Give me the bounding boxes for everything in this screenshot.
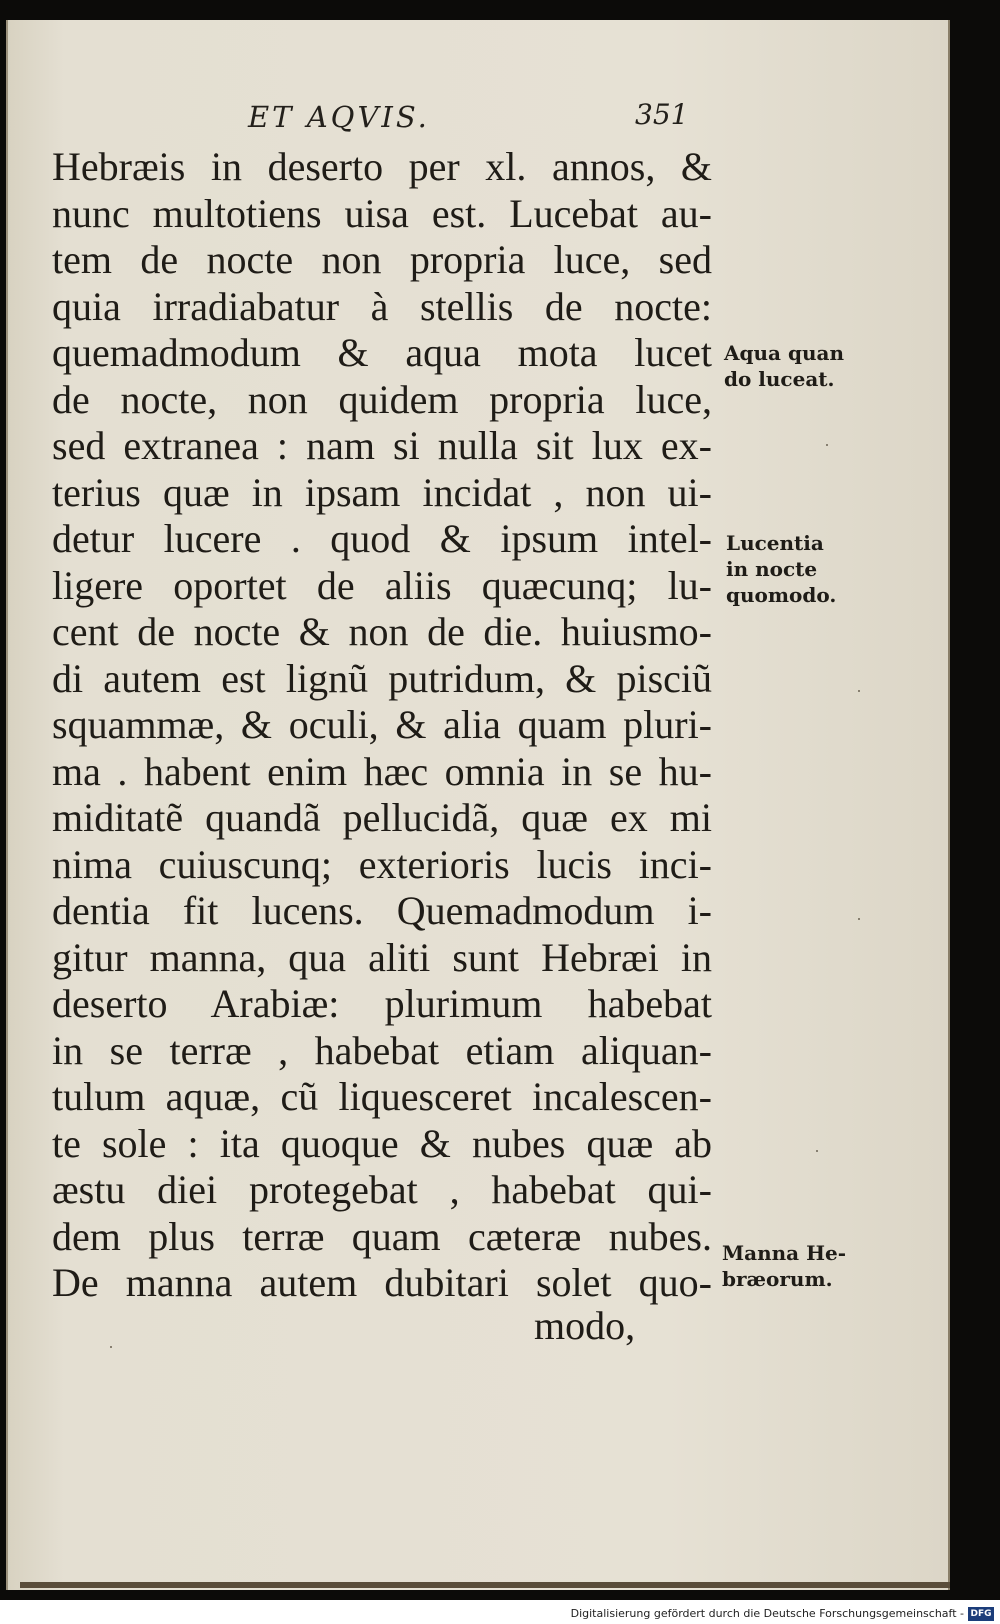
- body-text: [52, 144, 712, 1307]
- text-line: terius quæ in ipsam incidat , non ui-: [52, 469, 712, 515]
- text-line: De manna autem dubitari solet quo-: [52, 1260, 712, 1305]
- margin-note-line: Aqua quan: [724, 341, 844, 365]
- text-line: dentia fit lucens. Quemadmodum i-: [52, 888, 712, 933]
- text-line: dem plus terræ quam cæteræ nubes.: [52, 1213, 712, 1259]
- text-line: æstu diei protegebat , habebat qui-: [52, 1167, 712, 1212]
- dfg-logo: DFG: [968, 1607, 994, 1621]
- running-head: ET AQVIS.: [248, 100, 430, 134]
- text-line: de nocte, non quidem propria luce,: [52, 376, 712, 422]
- text-line: Hebræis in deserto per xl. annos, &: [52, 144, 712, 189]
- paper-speck: [858, 690, 860, 692]
- text-line: deserto Arabiæ: plurimum habebat: [52, 981, 712, 1026]
- text-line: cent de nocte & non de die. huiusmo-: [52, 609, 712, 654]
- paper-speck: [816, 1150, 818, 1152]
- catchword: modo,: [534, 1303, 636, 1348]
- page-bottom-edge: [20, 1582, 950, 1588]
- margin-note-line: quomodo.: [726, 583, 837, 607]
- margin-note-lucentia: [726, 530, 836, 608]
- paper-speck: [858, 918, 860, 920]
- footer-bar: [0, 1605, 1000, 1624]
- text-line: te sole : ita quoque & nubes quæ ab: [52, 1120, 712, 1166]
- text-line: quemadmodum & aqua mota lucet: [52, 330, 712, 375]
- text-line: di autem est lignũ putridum, & pisciũ: [52, 655, 712, 701]
- text-line: ligere oportet de aliis quæcunq; lu-: [52, 562, 712, 608]
- text-line: gitur manna, qua aliti sunt Hebræi in: [52, 934, 712, 980]
- margin-note-line: bræorum.: [722, 1267, 833, 1291]
- page-number: 351: [635, 98, 689, 131]
- margin-note-line: in nocte: [726, 557, 818, 581]
- margin-note-manna: [722, 1240, 846, 1292]
- text-line: detur lucere . quod & ipsum intel-: [52, 516, 712, 561]
- text-line: ma . habent enim hæc omnia in se hu-: [52, 748, 712, 794]
- text-line: squammæ, & oculi, & alia quam pluri-: [52, 702, 712, 747]
- margin-note-line: do luceat.: [724, 367, 835, 391]
- margin-note-aqua: [724, 340, 844, 392]
- text-line: nima cuiuscunq; exterioris lucis inci-: [52, 841, 712, 887]
- paper-speck: [826, 444, 828, 446]
- text-line: in se terræ , habebat etiam aliquan-: [52, 1027, 712, 1073]
- paper-speck: [110, 1346, 112, 1348]
- digitization-credit: Digitalisierung gefördert durch die Deutsche Forschungsgemeinschaft -: [570, 1607, 964, 1620]
- text-line: tulum aquæ, cũ liquesceret incalescen-: [52, 1074, 712, 1119]
- text-line: sed extranea : nam si nulla sit lux ex-: [52, 423, 712, 468]
- text-line: tem de nocte non propria luce, sed: [52, 237, 712, 282]
- margin-note-line: Lucentia: [726, 531, 824, 555]
- text-line: nunc multotiens uisa est. Lucebat au-: [52, 190, 712, 236]
- text-line: quia irradiabatur à stellis de nocte:: [52, 283, 712, 329]
- text-line: miditatẽ quandã pellucidã, quæ ex mi: [52, 795, 712, 840]
- margin-note-line: Manna He-: [722, 1241, 847, 1265]
